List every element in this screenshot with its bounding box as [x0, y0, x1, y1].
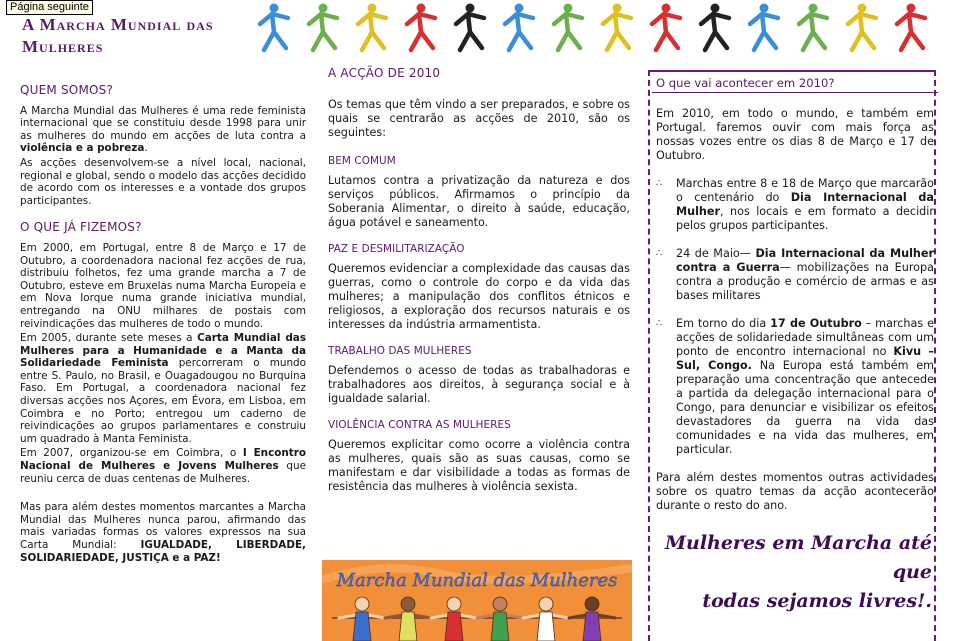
illustration-caption: Marcha Mundial das Mulheres	[336, 570, 618, 591]
heading-quem-somos: QUEM SOMOS?	[20, 83, 114, 97]
paragraph-violencia: Queremos explicitar como ocorre a violência contra as mulheres, quais são as suas causas, como se manifestam e dar visibilidade a todas as formas de resistência das mulheres à violência sexista.	[328, 438, 630, 493]
children-holding-hands-illustration	[322, 560, 632, 641]
dancing-figure-icon	[456, 4, 484, 51]
heading-o-que-ja-fizemos: O QUE JÁ FIZEMOS?	[20, 220, 142, 235]
column-left	[20, 84, 306, 566]
dancing-figure-icon	[799, 4, 827, 51]
list-item-17-outubro: ∴ Em torno do dia 17 de Outubro – marchas e acções de solidariedade simultâneas com um ponto de encontro internacional no Kivu –Sul, Congo. Na Europa está também em preparação uma concentração que antecede a partida da delegação internacional para o Congo, para denunciar e visibilizar os efeitos devastadores da guerra na vida das comunidades e na vida das mulheres, em particular.	[656, 317, 935, 456]
dancing-figure-icon	[309, 4, 337, 51]
heading-accao-2010: A ACÇÃO DE 2010	[328, 66, 441, 80]
three-dots-bullet-icon: ∴	[656, 178, 663, 189]
dancing-figure-icon	[897, 4, 925, 51]
paragraph-intro: Os temas que têm vindo a ser preparados, e sobre os quais se centrarão as acções de 2010, são os seguintes:	[328, 98, 630, 139]
column-right	[652, 72, 938, 641]
slogan	[652, 529, 938, 616]
tooltip-next-page: Página seguinte	[6, 0, 93, 15]
paragraph-trabalho: Defendemos o acesso de todas as trabalhadoras e trabalhadores aos direitos, à segurança social e à igualdade salarial.	[328, 364, 630, 405]
paragraph-paz: Queremos evidenciar a complexidade das causas das guerras, como o controle do corpo e da vida das mulheres; a manipulação dos conflitos étnicos e religiosos, a exploração dos recursos naturais e os interesses da indústria armamentista.	[328, 262, 630, 331]
paragraph-fizemos-4: Mas para além destes momentos marcantes a Marcha Mundial das Mulheres nunca parou, afirmando das mais variadas formas os valores expressos na sua Carta Mundial: IGUALDADE, LIBERDADE, SOLIDARIEDADE, JUSTIÇA e a PAZ!	[20, 501, 306, 564]
dancing-figure-icon	[554, 4, 582, 51]
column-middle	[328, 66, 630, 496]
dancing-figure-icon	[407, 4, 435, 51]
dancing-figure-icon	[358, 4, 386, 51]
heading-bem-comum: BEM COMUM	[328, 155, 396, 167]
slogan-line-1: Mulheres em Marcha até que	[664, 532, 932, 583]
page-title: A Marcha Mundial das Mulheres	[22, 15, 214, 56]
dancing-figures-banner	[240, 0, 960, 58]
paragraph-2010: Em 2010, em todo o mundo, e também em Portugal. faremos ouvir com mais força as nossas vozes entre os dias 8 de Março e 17 de Outubro.	[656, 107, 934, 162]
paragraph-fizemos-1: Em 2000, em Portugal, entre 8 de Março e 17 de Outubro, a coordenadora nacional fez acções de rua, distribuiu folhetos, fez uma grande marcha a 7 de Outubro, esteve em Bruxelas numa Marcha Europeia e em Nova Iorque numa grande iniciativa mundial, entregando na ONU milhares de postais com reivindicações das mulheres de todo o mundo.	[20, 241, 306, 330]
dancing-figure-icon	[750, 4, 778, 51]
three-dots-bullet-icon: ∴	[656, 248, 663, 259]
dancing-figure-icon	[505, 4, 533, 51]
slogan-line-2: todas sejamos livres!.	[702, 590, 932, 612]
heading-violencia: VIOLÊNCIA CONTRA AS MULHERES	[328, 419, 511, 431]
dancing-figure-icon	[652, 4, 680, 51]
list-item-marchas: ∴ Marchas entre 8 e 18 de Março que marcarão o centenário do Dia Internacional da Mulher, nos locais e em formato a decidir pelos grupos participantes.	[656, 177, 934, 232]
paragraph-fizemos-3: Em 2007, organizou-se em Coimbra, o I Encontro Nacional de Mulheres e Jovens Mulheres que reuniu cerca de duas centenas de Mulheres.	[20, 447, 306, 485]
children-holding-hands-icon	[322, 560, 632, 641]
dancing-figure-icon	[701, 4, 729, 51]
paragraph-outras-actividades: Para além destes momentos outras actividades sobre os quatro temas da acção acontecerão durante o resto do ano.	[656, 471, 934, 512]
paragraph-fizemos-2: Em 2005, durante sete meses a Carta Mundial das Mulheres para a Humanidade e a Manta da Solidariedade Feminista percorreram o mundo entre S. Paulo, no Brasil, e Ouagadougou no Burquina Faso. Em Portugal, a coordenadora nacional fez diversas acções nos Açores, em Évora, em Lisboa, em Coimbra e no Porto; entregou um caderno de reivindicações ao grupos parlamentares e construiu um quadrado à Manta Feminista.	[20, 332, 306, 445]
heading-o-que-vai-acontecer: O que vai acontecer em 2010?	[652, 72, 938, 93]
dancing-figure-icon	[848, 4, 876, 51]
three-dots-bullet-icon: ∴	[656, 318, 663, 329]
dancing-figure-icon	[603, 4, 631, 51]
heading-paz: PAZ E DESMILITARIZAÇÃO	[328, 243, 465, 255]
paragraph-quem-2: As acções desenvolvem-se a nível local, nacional, regional e global, sendo o modelo das acções decidido de acordo com os interesses e a vontade dos grupos participantes.	[20, 156, 306, 207]
paragraph-bem-comum: Lutamos contra a privatização da natureza e dos serviços públicos. Afirmamos o princípio da Soberania Alimentar, o direito à saúde, educação, água potável e saneamento.	[328, 174, 630, 229]
dancing-figure-icon	[260, 4, 288, 51]
paragraph-quem-1: A Marcha Mundial das Mulheres é uma rede feminista internacional que se constituiu desde 1998 para unir as mulheres do mundo em acções de luta contra a violência e a pobreza.	[20, 104, 306, 155]
heading-trabalho: TRABALHO DAS MULHERES	[328, 345, 472, 357]
list-item-24-maio: ∴ 24 de Maio— Dia Internacional da Mulher contra a Guerra— mobilizações na Europa contra a produção e comércio de armas e as bases militares	[656, 247, 934, 302]
